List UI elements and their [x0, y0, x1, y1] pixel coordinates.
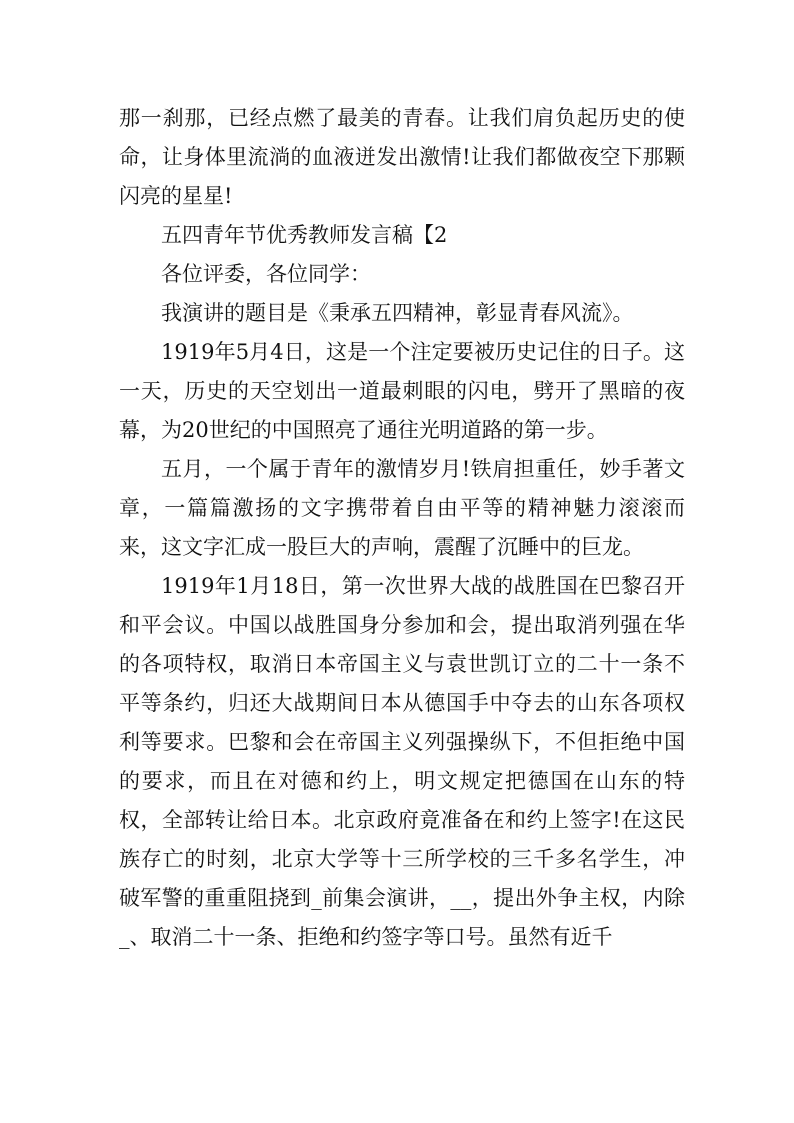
salutation: 各位评委，各位同学： [161, 262, 371, 286]
speech-topic: 我演讲的题目是《秉承五四精神，彰显青春风流》。 [161, 301, 634, 325]
paragraph-continuation: 那一刹那，已经点燃了最美的青春。让我们肩负起历史的使命，让身体里流淌的血液迸发出激情!让我们都做夜空下那颗闪亮的星星! [119, 106, 685, 208]
paragraph-may: 五月，一个属于青年的激情岁月!铁肩担重任，妙手著文章，一篇篇激扬的文字携带着自由平等的精神魅力滚滚而来，这文字汇成一股巨大的声响，震醒了沉睡中的巨龙。 [119, 457, 685, 559]
paragraph-paris-conference: 1919年1月18日，第一次世界大战的战胜国在巴黎召开和平会议。中国以战胜国身分参加和会，提出取消列强在华的各项特权，取消日本帝国主义与袁世凯订立的二十一条不平等条约，归还大战期间日本从德国手中夺去的山东各项权利等要求。巴黎和会在帝国主义列强操纵下，不但拒绝中国的要求，而且在对德和约上，明文规定把德国在山东的特权，全部转让给日本。北京政府竟准备在和约上签字!在这民族存亡的时刻，北京大学等十三所学校的三千多名学生，冲破军警的重重阻挠到_前集会演讲，__，提出外争主权，内除_、取消二十一条、拒绝和约签字等口号。虽然有近千 [119, 574, 685, 949]
speech-title: 五四青年节优秀教师发言稿【2 [161, 223, 448, 247]
document-body [119, 99, 685, 957]
paragraph-may-fourth: 1919年5月4日，这是一个注定要被历史记住的日子。这一天，历史的天空划出一道最刺眼的闪电，劈开了黑暗的夜幕，为20世纪的中国照亮了通往光明道路的第一步。 [119, 340, 685, 442]
